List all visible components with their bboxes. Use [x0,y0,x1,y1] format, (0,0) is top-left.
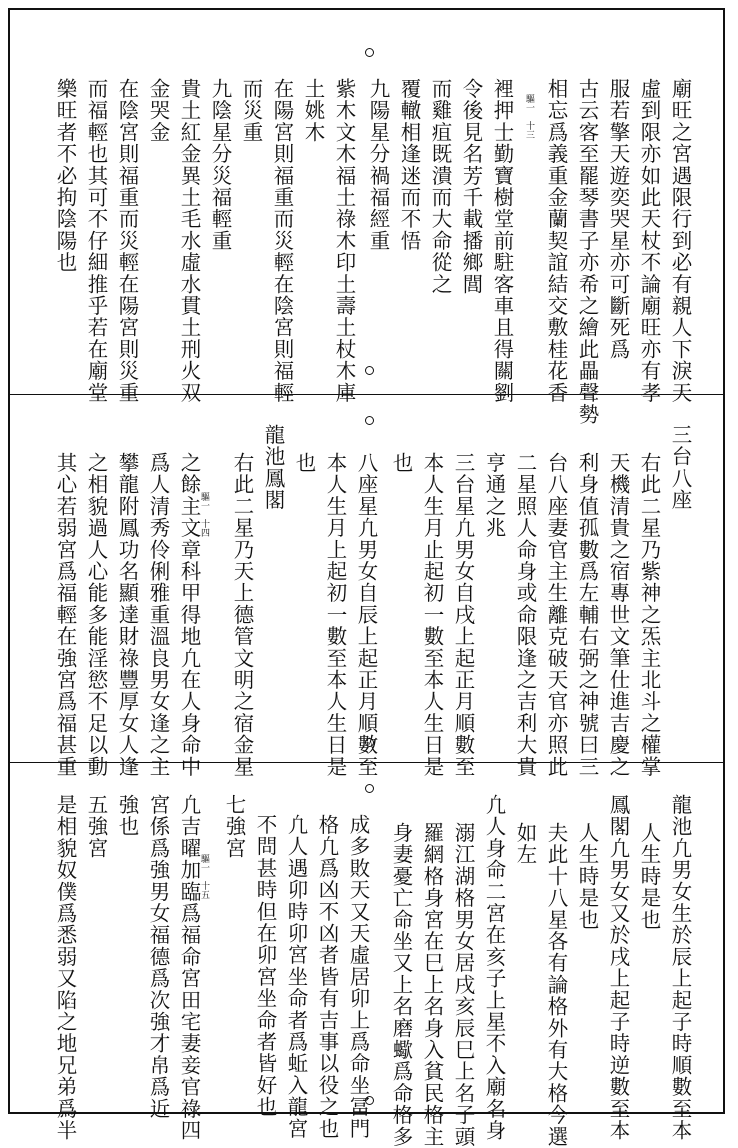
text-column: 裡押士勤寶樹堂前駐客車且得關劉 [490,78,514,404]
page-frame [8,8,725,1148]
binding-hole [365,784,374,793]
text-column: 五強宮 [84,794,108,860]
text-column: 強也 [115,794,139,838]
text-column: 右此二星乃天上德管文明之宿金星 [230,452,254,778]
text-column: 令後見名芳千載播鄉閭 [459,78,483,295]
text-column: 溺江湖格男女居戌亥辰巳上名子頭 [451,822,475,1148]
text-column: 而災重 [239,78,263,144]
page-mark: 驅一 十四 [199,492,209,537]
text-column: 宮係爲強男女福德爲次強才帛爲近 [146,794,170,1120]
page-mark: 驅一 十五 [199,854,209,899]
text-column: 身妻憂亡命坐又上名磨蠍爲命格多 [389,822,413,1148]
text-column: 天機清貴之宿專世文筆仕進吉慶之 [606,452,630,778]
text-column: 也 [292,452,316,474]
text-column: 人生時是也 [575,822,599,931]
panel-3 [10,764,723,1148]
text-column: 凢吉曜加臨爲福命宮田宅妻妾官祿四 [177,794,201,1142]
panel-1 [10,10,723,426]
text-column: 相忘爲義重金蘭契誼結交敷桂花香 [544,78,568,404]
text-column: 龍池凢男女生於辰上起子時順數至本 [668,794,692,1142]
text-column: 凢人遇卯時卯宮坐命者爲蚯入龍宮 [284,814,308,1140]
text-column: 龍池鳳閣 [261,424,285,511]
text-column: 虛到限亦如此天杖不論廟旺亦有孝 [637,78,661,404]
text-column: 土姚木 [301,78,325,144]
text-column: 二星照人命身或命限逢之吉利大貴 [513,452,537,778]
text-column: 本人生月止起初一數至本人生日是 [420,452,444,778]
text-column: 紫木文木福土祿木印土壽土杖木庫 [332,78,356,404]
text-column: 在陰宮則福重而災輕在陽宮則災重 [115,78,139,404]
text-column: 九陰星分災福輕重 [208,78,232,252]
text-column: 鳳閣凢男女又於戌上起子時逆數至本 [606,794,630,1142]
binding-hole [365,48,374,57]
text-column: 羅網格身宮在巳上名身入貧民格主 [420,822,444,1148]
text-column: 如左 [513,822,537,866]
panel-2 [10,396,723,778]
text-column: 之相貌過人心能多能淫慾不足以動 [84,452,108,778]
text-column: 爲人清秀伶俐雅重溫良男女逢之主 [146,452,170,778]
text-column: 樂旺者不必拘陰陽也 [53,78,77,274]
text-column: 廟旺之宮遇限行到必有親人下淚天 [668,78,692,404]
text-column: 而雞疽既潰而大命從之 [428,78,452,295]
text-column: 金哭金 [146,78,170,144]
page-mark: 驅一 十三 [524,94,534,139]
panel-divider [10,394,723,395]
text-column: 貴土紅金異土毛水虛水貫土刑火双 [177,78,201,404]
binding-hole [365,366,374,375]
text-column: 七強宮 [222,794,246,860]
text-column: 凢人身命二宮在亥子上星不入廟名身 [482,794,506,1142]
text-column: 之餘主文章科甲得地凢在人身命中 [177,452,201,778]
text-column: 亨通之兆 [482,452,506,539]
binding-hole [365,416,374,425]
text-column: 格凢爲凶不凶者皆有吉事以役之也 [315,814,339,1140]
text-column: 夫此十八星各有論格外有大格今選 [544,822,568,1148]
text-column: 不問甚時但在卯宮坐命者皆好也 [253,814,277,1118]
text-column: 古云客至罷琴書子亦希之繪此畾聲勢 [575,78,599,426]
text-column: 人生時是也 [637,822,661,931]
panel-divider [10,762,723,763]
text-column: 服若擎天遊奕哭星亦可斷死爲 [606,78,630,361]
text-column: 三台八座 [668,424,692,511]
text-column: 而福輕也其可不仔細推乎若在廟堂 [84,78,108,404]
text-column: 其心若弱宮爲福輕在強宮爲福甚重 [53,452,77,778]
text-column: 台八座妻官主生離克破天官亦照此 [544,452,568,778]
text-column: 成多敗天又天虛居卯上爲命坐冨門 [346,814,370,1140]
text-column: 在陽宮則福重而災輕在陰宮則福輕 [270,78,294,404]
text-column: 也 [389,452,413,474]
text-column: 攀龍附鳳功名顯達財祿豐厚女人逢 [115,452,139,778]
text-column: 利身值孤數爲左輔右弼之神號曰三 [575,452,599,778]
text-column: 八座星凢男女自辰上起正月順數至 [354,452,378,778]
text-column: 覆轍相逢迷而不悟 [397,78,421,252]
text-column: 是相貌奴僕爲悉弱又陷之地兄弟爲半 [53,794,77,1142]
text-column: 右此二星乃紫神之炁主北斗之權掌 [637,452,661,778]
text-column: 本人生月上起初一數至本人生日是 [323,452,347,778]
text-column: 九陽星分禍福經重 [366,78,390,252]
text-column: 三台星凢男女自戌上起正月順數至 [451,452,475,778]
